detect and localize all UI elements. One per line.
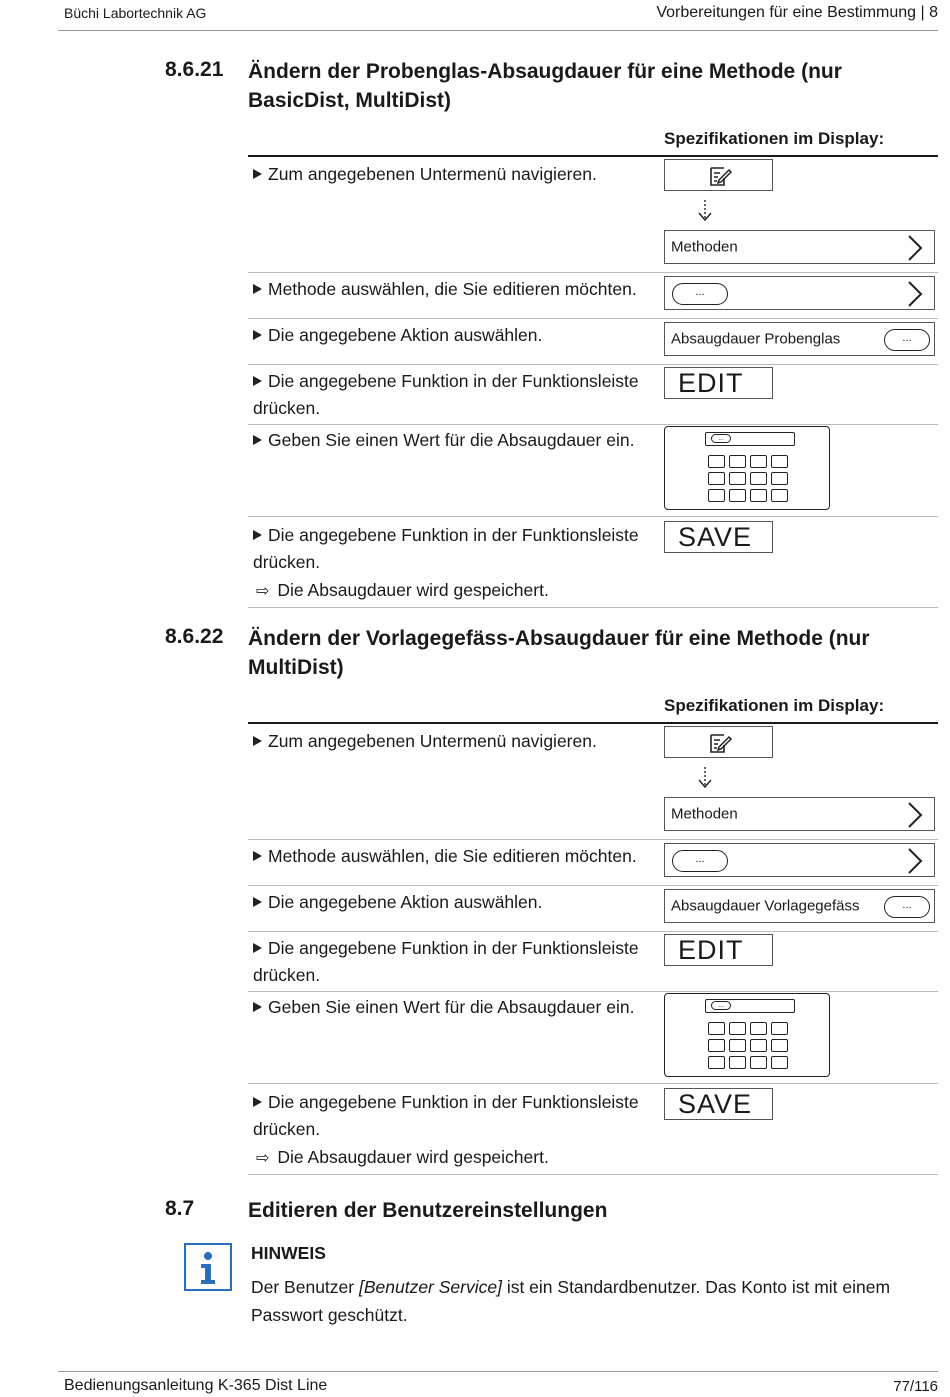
keypad-key[interactable]: [750, 489, 767, 502]
result-arrow-icon: ⇨: [256, 1150, 270, 1167]
keypad-key[interactable]: [771, 489, 788, 502]
keypad-key[interactable]: [771, 455, 788, 468]
edit-button[interactable]: EDIT: [664, 934, 773, 966]
step-text: Die angegebene Funktion in der Funktionsleiste drücken.: [253, 938, 639, 985]
step-item: [253, 161, 665, 188]
bullet-triangle-icon: [253, 435, 262, 445]
keypad-key[interactable]: [708, 1056, 725, 1069]
keypad-key[interactable]: [708, 1039, 725, 1052]
menu-item-label: Methoden: [671, 805, 738, 823]
method-select-item[interactable]: [664, 843, 935, 877]
result-item: [256, 580, 549, 601]
row-divider: [248, 931, 938, 932]
spec-heading: Spezifikationen im Display:: [664, 696, 885, 715]
keypad-key[interactable]: [771, 472, 788, 485]
step-text: Methode auswählen, die Sie editieren möchten.: [268, 846, 637, 866]
edit-menu-button[interactable]: [664, 726, 773, 758]
step-item: [253, 276, 665, 303]
result-item: [256, 1147, 549, 1168]
action-label: Absaugdauer Vorlagegefäss: [671, 897, 860, 915]
step-item: [253, 522, 665, 576]
result-text: Die Absaugdauer wird gespeichert.: [277, 1147, 549, 1167]
chapter-title: Vorbereitungen für eine Bestimmung | 8: [656, 4, 938, 21]
methoden-menu-item[interactable]: [664, 797, 935, 831]
keypad-key[interactable]: [750, 1056, 767, 1069]
bullet-triangle-icon: [253, 897, 262, 907]
section-number: 8.6.22: [165, 625, 224, 648]
save-button[interactable]: SAVE: [664, 1088, 773, 1120]
section-number: 8.7: [165, 1197, 195, 1220]
keypad-illustration: [664, 993, 830, 1077]
footer-divider: [58, 1371, 938, 1372]
keypad-illustration: [664, 426, 830, 510]
chevron-right-icon: [906, 280, 924, 312]
section-end-rule: [248, 607, 938, 608]
step-text: Die angegebene Funktion in der Funktionsleiste drücken.: [253, 371, 639, 418]
bullet-triangle-icon: [253, 376, 262, 386]
bullet-triangle-icon: [253, 530, 262, 540]
spec-heading: Spezifikationen im Display:: [664, 129, 885, 148]
keypad-key[interactable]: [771, 1056, 788, 1069]
table-header-rule: [248, 155, 938, 157]
keypad-key[interactable]: [750, 1039, 767, 1052]
keypad-key[interactable]: [708, 472, 725, 485]
keypad-key[interactable]: [729, 472, 746, 485]
row-divider: [248, 1083, 938, 1084]
keypad-display: [705, 999, 795, 1013]
bullet-triangle-icon: [253, 736, 262, 746]
hint-title: HINWEIS: [251, 1243, 326, 1263]
bullet-triangle-icon: [253, 169, 262, 179]
hint-text: Der Benutzer: [251, 1277, 359, 1297]
keypad-display: [705, 432, 795, 446]
step-item: [253, 427, 665, 454]
chevron-right-icon: [906, 847, 924, 879]
row-divider: [248, 516, 938, 517]
edit-icon: [709, 165, 733, 192]
bullet-triangle-icon: [253, 943, 262, 953]
method-select-item[interactable]: [664, 276, 935, 310]
info-icon: [184, 1243, 232, 1291]
edit-menu-button[interactable]: [664, 159, 773, 191]
step-item: [253, 889, 665, 916]
dotted-down-arrow-icon: [697, 766, 713, 795]
step-item: [253, 368, 665, 422]
value-pill: ...: [884, 896, 930, 918]
section-title: Ändern der Probenglas-Absaugdauer für eine Methode (nur BasicDist, MultiDist): [248, 60, 842, 112]
row-divider: [248, 318, 938, 319]
keypad-key[interactable]: [750, 1022, 767, 1035]
value-field: ...: [711, 1001, 731, 1010]
hint-body: [251, 1273, 931, 1329]
bullet-triangle-icon: [253, 284, 262, 294]
methoden-menu-item[interactable]: [664, 230, 935, 264]
edit-button[interactable]: EDIT: [664, 367, 773, 399]
chevron-right-icon: [906, 801, 924, 833]
bullet-triangle-icon: [253, 330, 262, 340]
step-item: [253, 843, 665, 870]
step-text: Methode auswählen, die Sie editieren möchten.: [268, 279, 637, 299]
section-title: Ändern der Vorlagegefäss-Absaugdauer für eine Methode (nur MultiDist): [248, 627, 870, 679]
step-item: [253, 935, 665, 989]
keypad-key[interactable]: [729, 455, 746, 468]
hint-text: ist ein Standardbenutzer. Das Konto ist mit einem Passwort geschützt.: [251, 1277, 891, 1325]
method-name-pill: ...: [672, 850, 728, 872]
row-divider: [248, 885, 938, 886]
step-text: Zum angegebenen Untermenü navigieren.: [268, 731, 597, 751]
manual-title: Bedienungsanleitung K-365 Dist Line: [64, 1377, 328, 1394]
row-divider: [248, 839, 938, 840]
row-divider: [248, 424, 938, 425]
result-text: Die Absaugdauer wird gespeichert.: [277, 580, 549, 600]
keypad-key[interactable]: [708, 1022, 725, 1035]
keypad-key[interactable]: [771, 1039, 788, 1052]
action-item[interactable]: [664, 889, 935, 923]
keypad-key[interactable]: [771, 1022, 788, 1035]
keypad-key[interactable]: [729, 489, 746, 502]
step-item: [253, 1089, 665, 1143]
section-title: Editieren der Benutzereinstellungen: [248, 1199, 608, 1222]
header-divider: [58, 30, 938, 31]
keypad-key[interactable]: [750, 472, 767, 485]
table-header-rule: [248, 722, 938, 724]
bullet-triangle-icon: [253, 1097, 262, 1107]
keypad-key[interactable]: [729, 1056, 746, 1069]
step-text: Die angegebene Aktion auswählen.: [268, 892, 543, 912]
chevron-right-icon: [906, 234, 924, 266]
bullet-triangle-icon: [253, 1002, 262, 1012]
page-number: 77/116: [893, 1378, 938, 1395]
step-text: Geben Sie einen Wert für die Absaugdauer ein.: [268, 997, 635, 1017]
keypad-key[interactable]: [708, 489, 725, 502]
save-button[interactable]: SAVE: [664, 521, 773, 553]
step-item: [253, 322, 665, 349]
step-item: [253, 728, 665, 755]
bullet-triangle-icon: [253, 851, 262, 861]
section-number: 8.6.21: [165, 58, 224, 81]
value-pill: ...: [884, 329, 930, 351]
step-text: Geben Sie einen Wert für die Absaugdauer ein.: [268, 430, 635, 450]
keypad-key[interactable]: [708, 455, 725, 468]
row-divider: [248, 272, 938, 273]
row-divider: [248, 991, 938, 992]
company-name: Büchi Labortechnik AG: [64, 5, 207, 21]
row-divider: [248, 364, 938, 365]
section-end-rule: [248, 1174, 938, 1175]
menu-item-label: Methoden: [671, 238, 738, 256]
dotted-down-arrow-icon: [697, 199, 713, 228]
action-label: Absaugdauer Probenglas: [671, 330, 841, 348]
keypad-key[interactable]: [729, 1039, 746, 1052]
step-text: Die angegebene Funktion in der Funktionsleiste drücken.: [253, 1092, 639, 1139]
value-field: ...: [711, 434, 731, 443]
hint-user-name: [Benutzer Service]: [358, 1277, 502, 1297]
step-text: Die angegebene Funktion in der Funktionsleiste drücken.: [253, 525, 639, 572]
edit-icon: [709, 732, 733, 759]
keypad-key[interactable]: [750, 455, 767, 468]
step-text: Die angegebene Aktion auswählen.: [268, 325, 543, 345]
step-item: [253, 994, 665, 1021]
keypad-key[interactable]: [729, 1022, 746, 1035]
result-arrow-icon: ⇨: [256, 583, 270, 600]
action-item[interactable]: [664, 322, 935, 356]
method-name-pill: ...: [672, 283, 728, 305]
step-text: Zum angegebenen Untermenü navigieren.: [268, 164, 597, 184]
